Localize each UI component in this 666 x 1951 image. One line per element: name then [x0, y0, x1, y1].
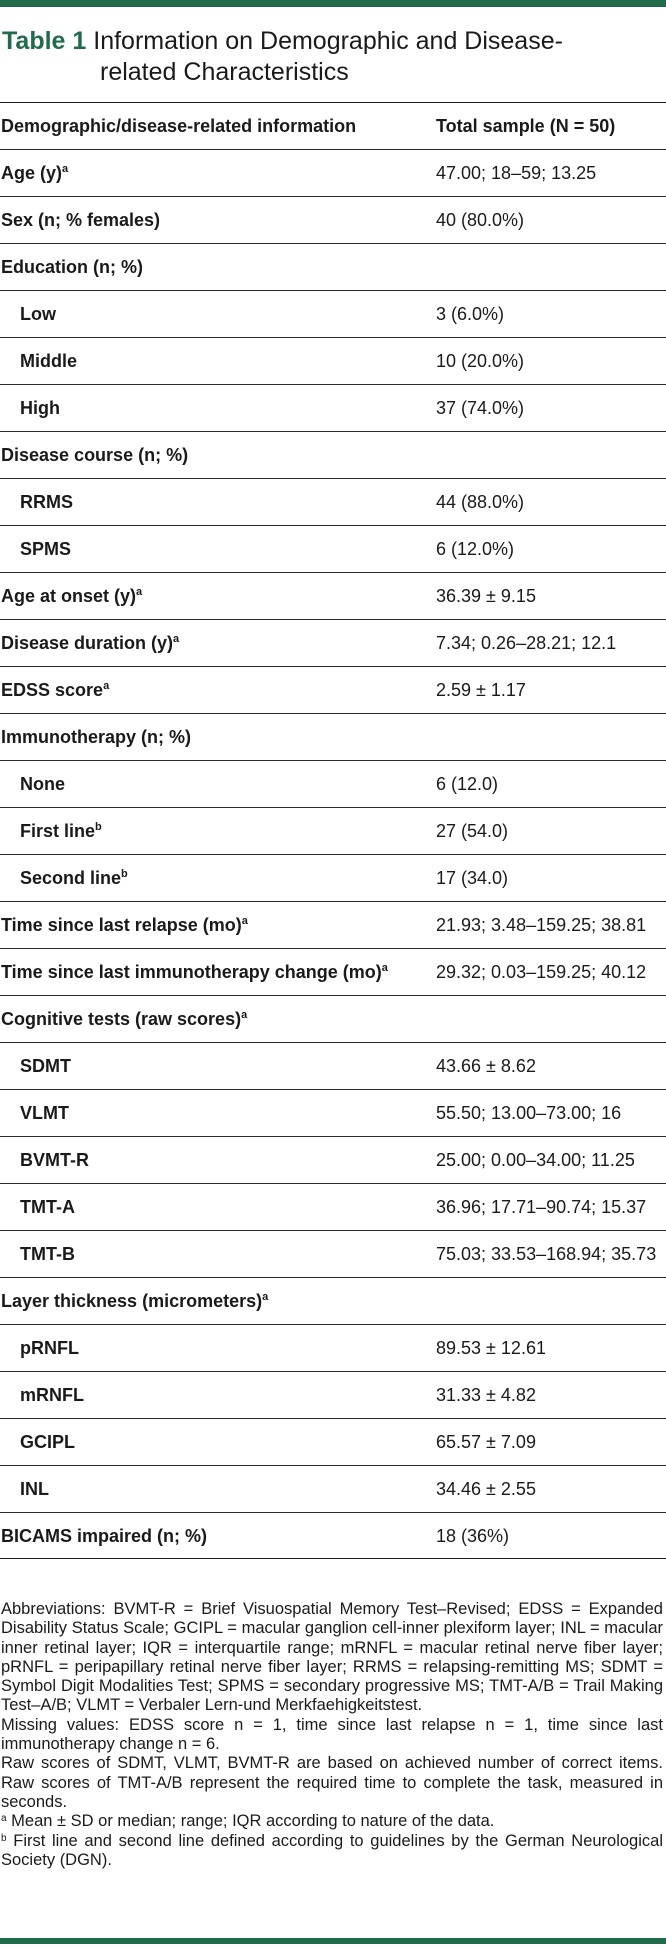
- footnote-a: [1, 1812, 663, 1831]
- table-row: [0, 1089, 666, 1136]
- row-label: [1, 902, 248, 948]
- footnote-marker: a: [103, 680, 110, 692]
- row-value: 17 (34.0): [436, 868, 509, 888]
- footnote-marker: b: [121, 868, 128, 880]
- row-value: 6 (12.0%): [436, 539, 515, 559]
- row-label: [20, 1231, 75, 1277]
- row-label-text: pRNFL: [20, 1338, 79, 1358]
- row-label: [1, 1278, 268, 1324]
- row-label: [1, 244, 143, 290]
- row-value: 10 (20.0%): [436, 351, 525, 371]
- row-value: 7.34; 0.26–28.21; 12.1: [436, 633, 617, 653]
- row-value: 65.57 ± 7.09: [436, 1432, 536, 1452]
- footnote-marker: a: [241, 1009, 248, 1021]
- table-row: [0, 948, 666, 995]
- row-label: [1, 996, 247, 1042]
- table-row: [0, 1371, 666, 1418]
- row-value: 43.66 ± 8.62: [436, 1056, 536, 1076]
- row-label-text: Time since last relapse (mo): [1, 915, 242, 935]
- table-row: [0, 337, 666, 384]
- row-label: [20, 338, 77, 384]
- footnote-marker: a: [136, 586, 143, 598]
- footnote-marker: b: [95, 821, 102, 833]
- table-row: [0, 384, 666, 431]
- table-row: [0, 572, 666, 619]
- row-label-text: RRMS: [20, 492, 73, 512]
- row-label-text: High: [20, 398, 60, 418]
- top-rule: [0, 0, 666, 7]
- row-label: [20, 385, 60, 431]
- row-label-text: mRNFL: [20, 1385, 84, 1405]
- row-value: 3 (6.0%): [436, 304, 505, 324]
- row-label: [20, 1372, 84, 1418]
- row-value: 55.50; 13.00–73.00; 16: [436, 1103, 622, 1123]
- row-label-text: EDSS score: [1, 680, 104, 700]
- row-label-text: BICAMS impaired (n; %): [1, 1526, 208, 1546]
- footnote-a-mark: a: [1, 1813, 7, 1825]
- row-label-text: Age at onset (y): [1, 586, 137, 606]
- table-row: [0, 525, 666, 572]
- table-row: [0, 1512, 666, 1559]
- table-row: [0, 196, 666, 243]
- note-raw-scores: Raw scores of SDMT, VLMT, BVMT-R are based on achieved number of correct items. Raw scores of TMT-A/B represent the required time to complete the task, measured in seconds.: [1, 1754, 663, 1811]
- row-value: 21.93; 3.48–159.25; 38.81: [436, 915, 647, 935]
- header-col-2: Total sample (N = 50): [436, 116, 616, 136]
- row-label: [20, 526, 71, 572]
- title-line-1: Information on Demographic and Disease-: [93, 27, 563, 55]
- table-row: [0, 290, 666, 337]
- row-label: [20, 808, 102, 854]
- row-label: [1, 667, 109, 713]
- title-line-2: related Characteristics: [100, 58, 349, 86]
- footnote-a-text: Mean ± SD or median; range; IQR according to nature of the data.: [11, 1812, 495, 1831]
- row-label: [20, 291, 56, 337]
- header-col-1: Demographic/disease-related information: [1, 116, 357, 136]
- note-abbreviations: Abbreviations: BVMT-R = Brief Visuospatial Memory Test–Revised; EDSS = Expanded Disability Status Scale; GCIPL = macular ganglion cell-inner plexiform layer; INL = macular inner retinal layer; IQR = interquartile range; mRNFL = macular retinal nerve fiber layer; pRNFL = peripapillary retinal nerve fiber layer; RRMS = relapsing-remitting MS; SDMT = Symbol Digit Modalities Test; SPMS = secondary progressive MS; TMT-A/B = Trail Making Test–A/B; VLMT = Verbaler Lern-und Merkfaehigkeitstest.: [1, 1600, 663, 1715]
- row-label-text: Low: [20, 304, 56, 324]
- row-value: 89.53 ± 12.61: [436, 1338, 546, 1358]
- row-value: 25.00; 0.00–34.00; 11.25: [436, 1150, 635, 1170]
- row-value: 34.46 ± 2.55: [436, 1479, 536, 1499]
- row-label: [1, 714, 191, 760]
- row-label-text: Education (n; %): [1, 257, 143, 277]
- characteristics-table: [0, 102, 666, 1559]
- row-value: 75.03; 33.53–168.94; 35.73: [436, 1244, 657, 1264]
- table-row: [0, 807, 666, 854]
- row-label-text: Layer thickness (micrometers): [1, 1291, 263, 1311]
- row-label: [1, 949, 388, 995]
- table-row: [0, 1465, 666, 1512]
- row-label-text: INL: [20, 1479, 49, 1499]
- row-label: [20, 1184, 75, 1230]
- footnote-marker: a: [173, 633, 180, 645]
- row-label: [20, 1419, 75, 1465]
- row-label-text: Second line: [20, 868, 122, 888]
- row-label: [20, 761, 65, 807]
- table-row: [0, 1418, 666, 1465]
- row-label: [20, 479, 73, 525]
- row-label: [20, 1325, 79, 1371]
- row-value: 37 (74.0%): [436, 398, 525, 418]
- table-row: [0, 431, 666, 478]
- table-row: [0, 995, 666, 1042]
- table-row: [0, 1277, 666, 1324]
- row-value: 47.00; 18–59; 13.25: [436, 163, 597, 183]
- row-label-text: None: [20, 774, 65, 794]
- row-label-text: SPMS: [20, 539, 72, 559]
- row-label-text: BVMT-R: [20, 1150, 89, 1170]
- table-row: [0, 760, 666, 807]
- table-row: [0, 1230, 666, 1277]
- note-missing: Missing values: EDSS score n = 1, time since last relapse n = 1, time since last immunotherapy change n = 6.: [1, 1715, 663, 1754]
- bottom-rule: [0, 1938, 666, 1944]
- table-notes: [1, 1600, 663, 1870]
- footnote-marker: a: [241, 915, 248, 927]
- footnote-marker: a: [262, 1291, 269, 1303]
- row-value: 18 (36%): [436, 1526, 510, 1546]
- row-label-text: GCIPL: [20, 1432, 76, 1452]
- row-label-text: First line: [20, 821, 96, 841]
- footnote-b-mark: b: [1, 1832, 7, 1844]
- row-label-text: Immunotherapy (n; %): [1, 727, 192, 747]
- table-header-row: [0, 102, 666, 149]
- row-label: [1, 573, 142, 619]
- row-label: [1, 1513, 207, 1559]
- row-label-text: Sex (n; % females): [1, 210, 161, 230]
- row-value: 6 (12.0): [436, 774, 499, 794]
- row-label: [20, 855, 128, 901]
- table-row: [0, 619, 666, 666]
- table-row: [0, 149, 666, 196]
- table-row: [0, 666, 666, 713]
- table-row: [0, 1136, 666, 1183]
- row-label-text: VLMT: [20, 1103, 69, 1123]
- footnote-marker: a: [381, 962, 388, 974]
- row-label: [20, 1137, 89, 1183]
- row-label-text: TMT-A: [20, 1197, 75, 1217]
- table-row: [0, 901, 666, 948]
- row-label: [1, 432, 188, 478]
- row-value: 27 (54.0): [436, 821, 509, 841]
- row-value: 2.59 ± 1.17: [436, 680, 526, 700]
- footnote-marker: a: [62, 163, 69, 175]
- row-label-text: Cognitive tests (raw scores): [1, 1009, 242, 1029]
- table-label: Table 1: [2, 27, 87, 55]
- table-row: [0, 478, 666, 525]
- table-row: [0, 1042, 666, 1089]
- row-label: [1, 150, 68, 196]
- row-label: [1, 197, 160, 243]
- row-value: 29.32; 0.03–159.25; 40.12: [436, 962, 647, 982]
- row-label-text: TMT-B: [20, 1244, 75, 1264]
- row-label-text: SDMT: [20, 1056, 71, 1076]
- table-row: [0, 243, 666, 290]
- row-value: 31.33 ± 4.82: [436, 1385, 536, 1405]
- table-title: [2, 26, 652, 88]
- row-value: 36.96; 17.71–90.74; 15.37: [436, 1197, 647, 1217]
- row-value: 40 (80.0%): [436, 210, 525, 230]
- row-label: [20, 1090, 69, 1136]
- row-label: [20, 1043, 71, 1089]
- table-row: [0, 1324, 666, 1371]
- row-label: [1, 620, 179, 666]
- row-value: 36.39 ± 9.15: [436, 586, 536, 606]
- row-label-text: Disease duration (y): [1, 633, 174, 653]
- row-label-text: Middle: [20, 351, 77, 371]
- footnote-b: [1, 1832, 663, 1871]
- row-label-text: Age (y): [1, 163, 63, 183]
- row-value: 44 (88.0%): [436, 492, 525, 512]
- row-label-text: Time since last immunotherapy change (mo): [1, 962, 382, 982]
- table-row: [0, 1183, 666, 1230]
- footnote-b-text: First line and second line defined according to guidelines by the German Neurological Society (DGN).: [1, 1831, 663, 1869]
- table-row: [0, 854, 666, 901]
- row-label: [20, 1466, 49, 1512]
- row-label-text: Disease course (n; %): [1, 445, 189, 465]
- table-row: [0, 713, 666, 760]
